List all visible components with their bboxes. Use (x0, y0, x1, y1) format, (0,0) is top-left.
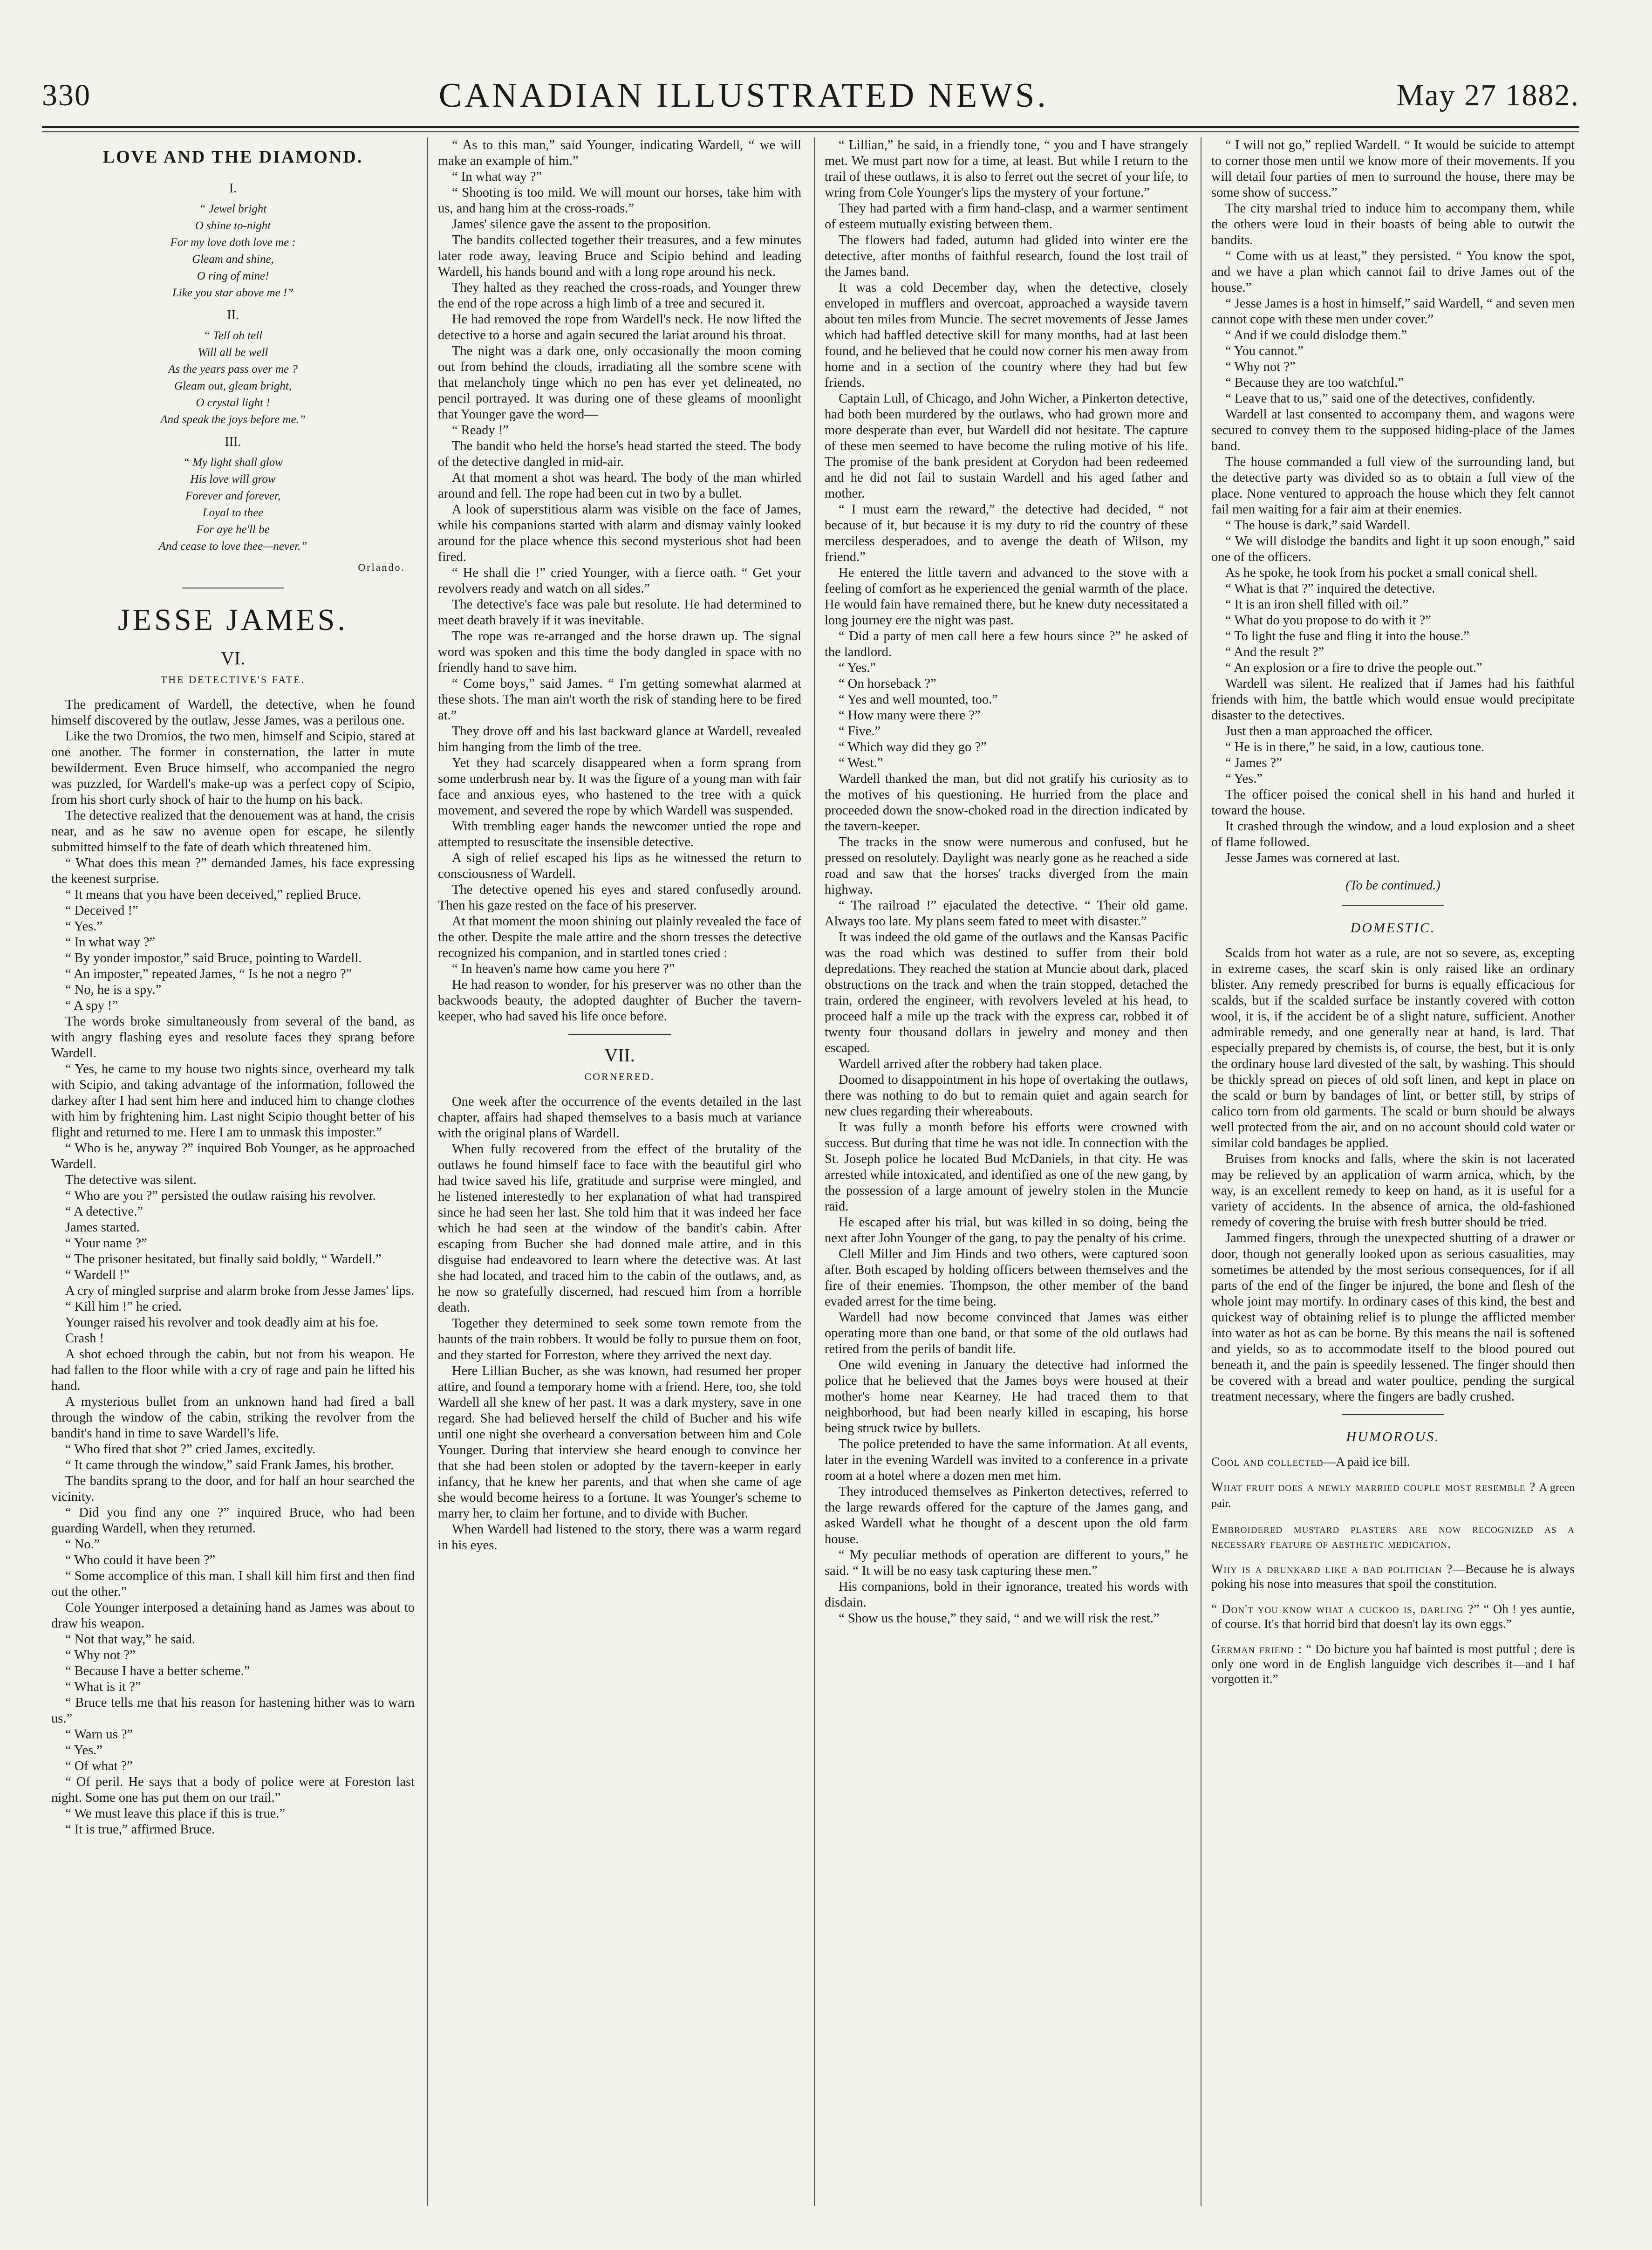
paragraph: “ Warn us ?” (65, 1727, 133, 1742)
paragraph: “ Not that way,” he said. (65, 1632, 196, 1647)
humorous-heading: HUMOROUS. (1346, 1429, 1440, 1444)
paragraph: The bandits sprang to the door, and for half an hour searched the vicinity. (51, 1474, 415, 1504)
paragraph: “ It means that you have been deceived,” replied Bruce. (65, 888, 362, 902)
stanza (51, 328, 415, 428)
paragraph: “ I will not go,” replied Wardell. “ It would be suicide to attempt to corner those men until we know more of their movements. If you will detail four parties of men to surround the house, there may be some show of success.” (1211, 138, 1575, 200)
column-2 (438, 137, 801, 2216)
story-title: JESSE JAMES. (118, 603, 348, 637)
chapter-subtitle: THE DETECTIVE'S FATE. (160, 674, 306, 685)
paragraph: “ He is in there,” he said, in a low, cautious tone. (1225, 740, 1485, 754)
paragraph: He had reason to wonder, for his preserver was no other than the backwoods beauty, the adopted daughter of Bucher the tavern-keeper, who had saved his life once before. (438, 978, 801, 1024)
paragraph: “ Wardell !” (65, 1268, 130, 1282)
verse-line: O crystal light ! (196, 397, 270, 409)
paragraph: “ The prisoner hesitated, but finally said boldly, “ Wardell.” (65, 1252, 382, 1266)
paragraph: “ No.” (65, 1537, 100, 1552)
paragraph: The city marshal tried to induce him to accompany them, while the others were loud in their boasts of being able to outwit the bandits. (1211, 201, 1575, 247)
paragraph: At that moment the moon shining out plainly revealed the face of the other. Despite the male attire and the shorn tresses the detective recognized his companion, and in startled tones cried : (438, 914, 801, 960)
paragraph: The officer poised the conical shell in his hand and hurled it toward the house. (1211, 787, 1575, 818)
paragraph: “ Some accomplice of this man. I shall kill him first and then find out the other.” (51, 1569, 415, 1599)
paragraph: “ Yes, he came to my house two nights since, overheard my talk with Scipio, and taking advantage of the information, followed the darkey after I had sent him here and induced him to change clothes with him by frightening him. Last night Scipio thought better of his flight and returned to me. Here I am to unmask this imposter.” (51, 1062, 415, 1140)
humor-text: —Because he is always poking his nose into measures that spoil the constitution. (1211, 1562, 1575, 1591)
verse-line: Will all be well (198, 346, 268, 359)
paragraph: Scalds from hot water as a rule, are not so severe, as, excepting in extreme cases, the scarf skin is only raised like an ordinary blister. Any remedy prescribed for burns is equally efficacious for scalds, but if the scalded surface be instantly covered with cotton wool, it is, if the accident be of a slight nature, sufficient. Another admirable remedy, and one generally near at hand, is lard. That especially prepared by chemists is, of course, the best, but it is only the ordinary house lard divested of the salt, by washing. This should be thickly spread on pieces of old soft linen, and kept in place on the scald or burn by bandages of lint, or better still, by strips of calico torn from old garments. The scald or burn should be always well protected from the air, and on no account should cold water or similar cold bandages be applied. (1211, 946, 1575, 1150)
stanza-number: II. (227, 308, 239, 322)
paragraph: His companions, bold in their ignorance, treated his words with disdain. (825, 1580, 1188, 1610)
paragraph: “ An explosion or a fire to drive the people out.” (1225, 661, 1482, 675)
paragraph: “ On horseback ?” (839, 677, 936, 691)
humor-lead: What fruit does a newly married couple most resemble ? (1211, 1480, 1536, 1494)
paragraph: One week after the occurrence of the events detailed in the last chapter, affairs had shaped themselves to a basis much at variance with the original plans of Wardell. (438, 1094, 801, 1141)
chapter-6-text (51, 697, 415, 1838)
poem-title: LOVE AND THE DIAMOND. (102, 147, 363, 167)
paragraph: “ In what way ?” (65, 935, 156, 950)
masthead-rule-thin (42, 131, 1579, 132)
paragraph: “ Kill him !” he cried. (65, 1299, 182, 1314)
verse-line: Forever and forever, (185, 490, 281, 502)
paragraph: “ Because they are too watchful.” (1225, 376, 1404, 390)
column-4 (1211, 137, 1575, 2216)
paragraph: He had removed the rope from Wardell's neck. He now lifted the detective to a horse and again secured the lariat around his throat. (438, 312, 801, 342)
paragraph: Clell Miller and Jim Hinds and two others, were captured soon after. Both escaped by holding officers between themselves and the fire of their enemies. Thompson, the other member of the band evaded arrest for the time being. (825, 1247, 1188, 1309)
paragraph: “ Of what ?” (65, 1759, 133, 1773)
paragraph: “ Who fired that shot ?” cried James, excitedly. (65, 1442, 316, 1457)
paragraph: The bandit who held the horse's head started the steed. The body of the detective dangled in mid-air. (438, 439, 801, 469)
paragraph: Wardell arrived after the robbery had taken place. (839, 1057, 1102, 1071)
paragraph: Bruises from knocks and falls, where the skin is not lacerated may be relieved by an application of warm arnica, which, by the way, is an excellent remedy to keep on hand, as it is useful for a variety of accidents. In the absence of arnica, the old-fashioned remedy of covering the bruise with fresh butter should be tried. (1211, 1152, 1575, 1230)
paragraph: “ Did a party of men call here a few hours since ?” he asked of the landlord. (825, 629, 1188, 659)
paragraph: “ Who are you ?” persisted the outlaw raising his revolver. (65, 1189, 376, 1203)
paragraph: “ How many were there ?” (839, 708, 981, 723)
humor-text: “ Do bicture you haf bainted is most puttful ; dere is only one word in de English languidge vich describes it—and I haf vorgotten it.” (1211, 1642, 1575, 1686)
paragraph: Wardell was silent. He realized that if James had his faithful friends with him, the battle which would ensue would precipitate disaster to the detectives. (1211, 677, 1575, 723)
paragraph: “ In what way ?” (452, 170, 542, 184)
paragraph: It was a cold December day, when the detective, closely enveloped in mufflers and overcoat, approached a wayside tavern about ten miles from Muncie. The secret movements of Jesse James which had baffled detective skill for many months, had at last been found, and he believed that he could now corner his men away from home and in a section of the country where they had but few friends. (825, 280, 1188, 390)
stanza (51, 454, 415, 555)
verse-line: And speak the joys before me.” (160, 413, 306, 426)
paragraph: The detective's face was pale but resolute. He had determined to meet death bravely if it was inevitable. (438, 597, 801, 628)
paragraph: A sigh of relief escaped his lips as he witnessed the return to consciousness of Wardell. (438, 851, 801, 881)
paragraph: “ Of peril. He says that a body of police were at Foreston last night. Some one has put them on our trail.” (51, 1775, 415, 1805)
humor-text: —A paid ice bill. (1323, 1455, 1410, 1469)
paragraph: “ Who is he, anyway ?” inquired Bob Younger, as he approached Wardell. (51, 1141, 415, 1171)
humorous-items (1211, 1454, 1575, 1686)
paragraph: The detective realized that the denouement was at hand, the crisis near, and as he saw no avenue open for escape, he silently submitted himself to the fate of death which threatened him. (51, 808, 415, 855)
paragraph: “ Come with us at least,” they persisted. “ You know the spot, and we have a plan which cannot fail to drive James out of the house.” (1211, 249, 1575, 295)
verse-line: His love will grow (190, 473, 276, 486)
paragraph: The rope was re-arranged and the horse drawn up. The signal word was spoken and this time the body dangled in space with no friendly hand to save him. (438, 629, 801, 675)
paragraph: “ I must earn the reward,” the detective had decided, “ not because of it, but because it is my duty to rid the country of these merciless desperadoes, and to avenge the death of Wilson, my friend.” (825, 502, 1188, 564)
paragraph: The police pretended to have the same information. At all events, later in the evening Wardell was invited to a conference in a private room at a hotel where a dozen men met him. (825, 1437, 1188, 1483)
divider (1342, 1414, 1444, 1415)
paragraph: “ A spy !” (65, 998, 118, 1013)
paragraph: “ By yonder impostor,” said Bruce, pointing to Wardell. (65, 951, 362, 965)
paragraph: “ It came through the window,” said Frank James, his brother. (65, 1458, 394, 1472)
paragraph: “ What is it ?” (65, 1680, 141, 1694)
verse-line: O ring of mine! (197, 270, 269, 282)
paragraph: James' silence gave the assent to the proposition. (452, 217, 711, 232)
humor-lead: Embroidered mustard plasters are now recognized as a necessary feature of aesthetic medication. (1211, 1522, 1575, 1551)
paragraph: “ Did you find any one ?” inquired Bruce, who had been guarding Wardell, when they returned. (51, 1505, 415, 1536)
paragraph: “ Lillian,” he said, in a friendly tone, “ you and I have strangely met. We must part now for a time, at least. But while I return to the trail of these outlaws, it is also to ferret out the secret of your life, to wring from Cole Younger's lips the mystery of your fortune.” (825, 138, 1188, 200)
paragraph: A cry of mingled surprise and alarm broke from Jesse James' lips. (65, 1284, 415, 1298)
chapter-subtitle: CORNERED. (584, 1071, 655, 1082)
paragraph: “ Shooting is too mild. We will mount our horses, take him with us, and hang him at the cross-roads.” (438, 185, 801, 216)
paragraph: Together they determined to seek some town remote from the haunts of the train robbers. It would be folly to pursue them on foot, and they started for Forreston, where they arrived the next day. (438, 1316, 801, 1362)
paragraph: “ No, he is a spy.” (65, 983, 162, 997)
paragraph: When fully recovered from the effect of the brutality of the outlaws he found himself face to face with the beautiful girl who had twice saved his life, gratitude and surprise were mingled, and he listened interestedly to her explanation of what had transpired since he had seen her last. She told him that it was indeed her face which he had seen at the window of the bandit's cabin. After escaping from Bucher she had donned male attire, and in this disguise had endeavored to learn where the detective was. At last she had located, and traced him to the cabin of the outlaws, and, as he now so gratefully discerned, had rescued him from a horrible death. (438, 1142, 801, 1315)
paragraph: When Wardell had listened to the story, there was a warm regard in his eyes. (438, 1522, 801, 1552)
verse-line: Gleam and shine, (192, 253, 274, 266)
paragraph: The words broke simultaneously from several of the band, as with angry flashing eyes and resolute faces they sprang before Wardell. (51, 1014, 415, 1060)
verse-line: Gleam out, gleam bright, (174, 380, 292, 392)
humor-lead: Why is a drunkard like a bad politician ? (1211, 1562, 1453, 1576)
paragraph: “ James ?” (1225, 756, 1282, 770)
paragraph: “ Deceived !” (65, 903, 138, 918)
paragraph: “ Why not ?” (65, 1648, 136, 1662)
paragraph: He escaped after his trial, but was killed in so doing, being the next after John Younger of the gang, to pay the penalty of his crime. (825, 1215, 1188, 1245)
paragraph: “ The house is dark,” said Wardell. (1225, 518, 1411, 533)
paragraph: Just then a man approached the officer. (1225, 724, 1433, 739)
domestic-text (1211, 945, 1575, 1405)
paragraph: Like the two Dromios, the two men, himself and Scipio, stared at one another. The former in consternation, the latter in mute bewilderment. Even Bruce himself, who accompanied the negro was puzzled, for Wardell's make-up was a perfect copy of Scipio, from his short curly shock of hair to the hump on his back. (51, 729, 415, 807)
verse-line: “ Tell oh tell (203, 329, 263, 342)
chapter-number: VII. (604, 1045, 635, 1066)
humor-item (1211, 1601, 1575, 1631)
paragraph: “ We must leave this place if this is true.” (65, 1806, 286, 1821)
paragraph: A shot echoed through the cabin, but not from his weapon. He had fallen to the floor while with a cry of rage and pain he lifted his hand. (51, 1347, 415, 1393)
humor-lead: Cool and collected (1211, 1455, 1324, 1469)
humor-item (1211, 1454, 1575, 1469)
paragraph: They had parted with a firm hand-clasp, and a warmer sentiment of esteem mutually existing between them. (825, 201, 1188, 232)
paragraph: The detective was silent. (65, 1173, 197, 1187)
stanza (51, 201, 415, 301)
masthead-rule (42, 126, 1579, 128)
verse-line: Like you star above me !” (172, 287, 294, 299)
paragraph: The house commanded a full view of the surrounding land, but the detective party was divided so as to obtain a full view of the place. None ventured to approach the house which they felt cannot fail men waiting for a fair aim at their enemies. (1211, 455, 1575, 517)
paragraph: “ Because I have a better scheme.” (65, 1664, 250, 1678)
paragraph: The night was a dark one, only occasionally the moon coming out from behind the clouds, irradiating all the sombre scene with that melancholy tinge which no pen has ever yet delineated, no pencil portrayed. It was during one of these gleams of moonlight that Younger gave the word— (438, 344, 801, 422)
paragraph: “ What is that ?” inquired the detective. (1225, 581, 1435, 596)
paragraph: “ Yes.” (839, 661, 876, 675)
paragraph: “ West.” (839, 756, 883, 770)
paragraph: “ Yes.” (65, 1743, 102, 1758)
paragraph: With trembling eager hands the newcomer untied the rope and attempted to resuscitate the insensible detective. (438, 819, 801, 849)
stanza-number: I. (229, 181, 237, 196)
paragraph: “ And if we could dislodge them.” (1225, 328, 1407, 342)
paragraph: “ Leave that to us,” said one of the detectives, confidently. (1225, 391, 1536, 406)
divider (1342, 905, 1444, 906)
paragraph: He entered the little tavern and advanced to the stove with a feeling of comfort as he experienced the genial warmth of the place. He would fain have remained there, but he knew duty necessitated a long journey ere the night was past. (825, 566, 1188, 628)
divider (568, 1034, 671, 1035)
masthead (42, 70, 1579, 121)
humor-item (1211, 1521, 1575, 1551)
verse-line: And cease to love thee—never.” (158, 540, 307, 553)
paragraph: “ Why not ?” (1225, 360, 1296, 374)
paragraph: “ My peculiar methods of operation are different to yours,” he said. “ It will be no easy task capturing these men.” (825, 1548, 1188, 1578)
verse-line: Loyal to thee (202, 506, 264, 519)
poem-body (51, 181, 415, 555)
humor-lead: “ Don't you know what a cuckoo is, darling ?” (1211, 1602, 1480, 1616)
paragraph: “ It is an iron shell filled with oil.” (1225, 597, 1409, 612)
paragraph: James started. (65, 1220, 140, 1235)
issue-date: May 27 1882. (1396, 78, 1579, 112)
paragraph: One wild evening in January the detective had informed the police that he believed that the James boys were housed at their mother's home near Kearney. He had traced them to that neighborhood, but had been nearly killed in escaping, his horse being struck twice by bullets. (825, 1358, 1188, 1436)
chapter-7-text (438, 1094, 801, 1553)
paragraph: Wardell thanked the man, but did not gratify his curiosity as to the motives of his questioning. He hurried from the place and proceeded down the snow-choked road in the direction indicated by the tavern-keeper. (825, 772, 1188, 834)
paragraph: “ As to this man,” said Younger, indicating Wardell, “ we will make an example of him.” (438, 138, 801, 168)
paragraph: A mysterious bullet from an unknown hand had fired a ball through the window of the cabin, striking the revolver from the bandit's hand in time to save Wardell's life. (51, 1395, 415, 1441)
page-number: 330 (42, 78, 91, 112)
humor-item (1211, 1479, 1575, 1511)
paragraph: The tracks in the snow were numerous and confused, but he pressed on resolutely. Daylight was nearly gone as he reached a side road and saw that the horses' tracks diverged from the main highway. (825, 835, 1188, 897)
paragraph: “ An imposter,” repeated James, “ Is he not a negro ?” (65, 967, 352, 981)
paragraph: Cole Younger interposed a detaining hand as James was about to draw his weapon. (51, 1600, 415, 1631)
paragraph: A look of superstitious alarm was visible on the face of James, while his companions started with alarm and dismay vainly looked around for the place whence this second mysterious shot had been fired. (438, 502, 801, 564)
humor-text: “ Oh ! yes auntie, of course. It's that horrid bird that doesn't lay its own eggs.” (1211, 1602, 1575, 1631)
paragraph: The bandits collected together their treasures, and a few minutes later rode away, leaving Bruce and Scipio behind and leading Wardell, his hands bound and with a long rope around his neck. (438, 233, 801, 279)
paragraph: Yet they had scarcely disappeared when a form sprang from some underbrush near by. It was the figure of a young man with fair face and anxious eyes, who hastened to the tree with a quick movement, and severed the rope by which Wardell was suspended. (438, 756, 801, 818)
story-text-col3 (825, 137, 1188, 1627)
paragraph: “ Jesse James is a host in himself,” said Wardell, “ and seven men cannot cope with these men under cover.” (1211, 296, 1575, 327)
publication-title: CANADIAN ILLUSTRATED NEWS. (438, 76, 1049, 115)
humor-item (1211, 1561, 1575, 1591)
paragraph: Younger raised his revolver and took deadly aim at his foe. (65, 1315, 379, 1330)
paragraph: “ And the result ?” (1225, 645, 1324, 659)
paragraph: Here Lillian Bucher, as she was known, had resumed her proper attire, and found a temporary home with a friend. Here, too, she told Wardell all she knew of her past. It was a dark mystery, save in one regard. She had believed herself the child of Bucher and his wife until one night she overheard a conversation between him and Cole Younger. During that interview she heard enough to convince her that she had been stolen or adopted by the tavern-keeper in early infancy, that he knew her parents, and that when she came of age she would become heiress to a fortune. It was Younger's scheme to marry her, to claim her fortune, and to divide with Bucher. (438, 1364, 801, 1521)
to-be-continued: (To be continued.) (1345, 878, 1440, 893)
paragraph: Crash ! (65, 1331, 104, 1346)
paragraph: Doomed to disappointment in his hope of overtaking the outlaws, there was nothing to do but to remain quiet and again search for new clues regarding their whereabouts. (825, 1073, 1188, 1119)
paragraph: “ To light the fuse and fling it into the house.” (1225, 629, 1469, 643)
paragraph: It was indeed the old game of the outlaws and the Kansas Pacific was the road which was destined to suffer from their bold depredations. They reached the station at Muncie about dark, placed obstructions on the track and when the train stopped, detached the train, ordered the engineer, with revolvers leveled at his head, to proceed half a mile up the track with the express car, robbed it of twenty four thousand dollars in jewelry and money and then escaped. (825, 930, 1188, 1055)
columns (51, 137, 1589, 2216)
paragraph: “ The railroad !” ejaculated the detective. “ Their old game. Always too late. My plans seem fated to meet with disaster.” (825, 898, 1188, 929)
story-text-col2 (438, 137, 801, 1025)
verse-line: “ Jewel bright (199, 203, 267, 215)
paragraph: The predicament of Wardell, the detective, when he found himself discovered by the outlaw, Jesse James, was a perilous one. (51, 698, 415, 728)
verse-line: For aye he'll be (196, 523, 270, 536)
paragraph: “ Come boys,” said James. “ I'm getting somewhat alarmed at these shots. The man ain't worth the risk of standing here to be fired at.” (438, 677, 801, 723)
paragraph: They halted as they reached the cross-roads, and Younger threw the end of the rope across a high limb of a tree and secured it. (438, 280, 801, 311)
paragraph: Wardell at last consented to accompany them, and wagons were secured to convey them to the supposed hiding-place of the James band. (1211, 407, 1575, 453)
verse-line: As the years pass over me ? (168, 363, 298, 376)
paragraph: “ In heaven's name how came you here ?” (452, 962, 675, 976)
column-1 (51, 137, 415, 2216)
paragraph: “ Show us the house,” they said, “ and we will risk the rest.” (839, 1611, 1160, 1626)
paragraph: “ Yes.” (65, 919, 102, 934)
paragraph: “ He shall die !” cried Younger, with a fierce oath. “ Get your revolvers ready and watch on all sides.” (438, 566, 801, 596)
paragraph: It crashed through the window, and a loud explosion and a sheet of flame followed. (1211, 819, 1575, 849)
verse-line: O shine to-night (195, 219, 271, 232)
humor-answer: A green pair. (1211, 1482, 1575, 1510)
humor-item (1211, 1641, 1575, 1686)
paragraph: As he spoke, he took from his pocket a small conical shell. (1225, 566, 1538, 580)
paragraph: “ Which way did they go ?” (839, 740, 987, 754)
paragraph: “ Who could it have been ?” (65, 1553, 216, 1567)
domestic-heading: DOMESTIC. (1350, 920, 1436, 936)
paragraph: Jammed fingers, through the unexpected shutting of a drawer or door, though not generally looked upon as serious casualities, may sometimes be attended by the most serious consequences, for if all parts of the end of the finger be injured, the bone and flesh of the whole joint may mortify. In ordinary cases of this kind, the best and quickest way of obtaining relief is to plunge the afflicted member into water as hot as can be borne. By this means the nail is softened and yields, so as to accommodate itself to the blood poured out beneath it, and the pain is speedily lessened. The finger should then be covered with a bread and water poultice, pending the surgical treatment necessary, where the fingers are badly crushed. (1211, 1231, 1575, 1404)
paragraph: “ Bruce tells me that his reason for hastening hither was to warn us.” (51, 1696, 415, 1726)
humor-lead: German friend : (1211, 1642, 1303, 1656)
column-3 (825, 137, 1188, 2216)
paragraph: “ Five.” (839, 724, 881, 739)
paragraph: The detective opened his eyes and stared confusedly around. Then his gaze rested on the face of his preserver. (438, 882, 801, 913)
paragraph: “ You cannot.” (1225, 344, 1304, 358)
poem-author: Orlando. (358, 561, 405, 573)
paragraph: The flowers had faded, autumn had glided into winter ere the detective, after months of faithful research, found the lost trail of the James band. (825, 233, 1188, 279)
paragraph: They introduced themselves as Pinkerton detectives, referred to the large rewards offered for the capture of the James gang, and asked Wardell what he thought of a descent upon the old farm house. (825, 1484, 1188, 1546)
story-text-col4 (1211, 137, 1575, 866)
paragraph: Jesse James was cornered at last. (1225, 851, 1400, 865)
paragraph: “ Ready !” (452, 423, 509, 438)
paragraph: “ A detective.” (65, 1204, 143, 1219)
paragraph: “ It is true,” affirmed Bruce. (65, 1822, 215, 1837)
paragraph: “ Yes.” (1225, 772, 1263, 786)
stanza-number: III. (225, 435, 241, 449)
paragraph: “ What does this mean ?” demanded James, his face expressing the keenest surprise. (51, 856, 415, 886)
paragraph: “ What do you propose to do with it ?” (1225, 613, 1431, 628)
paragraph: “ We will dislodge the bandits and light it up soon enough,” said one of the officers. (1211, 534, 1575, 564)
paragraph: Wardell had now become convinced that James was either operating more than one band, or that some of the old outlaws had retired from the perils of bandit life. (825, 1310, 1188, 1356)
paragraph: At that moment a shot was heard. The body of the man whirled around and fell. The rope had been cut in two by a bullet. (438, 471, 801, 501)
verse-line: For my love doth love me : (170, 236, 296, 249)
paragraph: It was fully a month before his efforts were crowned with success. But during that time he was not idle. In connection with the St. Joseph police he located Bud McDaniels, in that city. He was arrested while intoxicated, and identified as one of the new gang, by the possession of a large amount of jewelry stolen in the Muncie raid. (825, 1120, 1188, 1214)
paragraph: Captain Lull, of Chicago, and John Wicher, a Pinkerton detective, had both been murdered by the outlaws, who had grown more and more desperate than ever, but Wardell did not hesitate. The capture of these men seemed to have become the ruling motive of his life. The promise of the bank president at Corydon had been redeemed and he did not fail to sustain Wardell and his aged father and mother. (825, 391, 1188, 501)
paragraph: “ Yes and well mounted, too.” (839, 692, 998, 707)
paragraph: They drove off and his last backward glance at Wardell, revealed him hanging from the limb of the tree. (438, 724, 801, 754)
chapter-number: VI. (220, 648, 246, 669)
paragraph: “ Your name ?” (65, 1236, 147, 1251)
verse-line: “ My light shall glow (183, 456, 283, 469)
